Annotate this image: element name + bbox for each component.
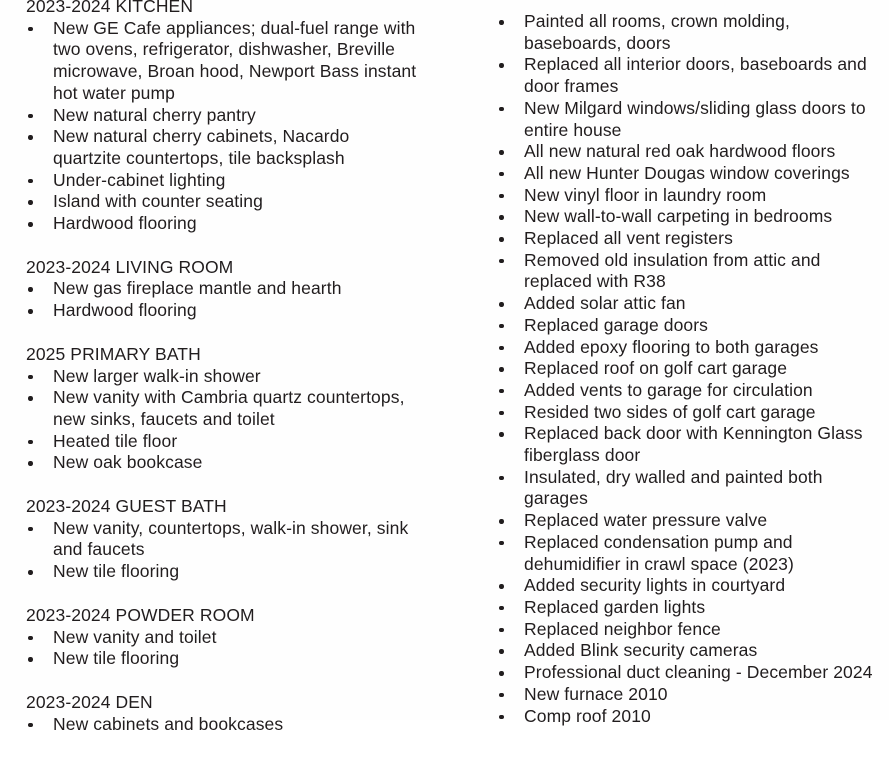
- list-item-text: New wall-to-wall carpeting in bedrooms: [524, 206, 833, 227]
- bullet-icon: [499, 346, 504, 351]
- bullet-icon: [499, 150, 504, 155]
- list-item-text: Replaced garden lights: [524, 596, 706, 617]
- list-item-text: Island with counter seating: [53, 191, 263, 212]
- list-item: [497, 293, 879, 315]
- bullet-icon: [499, 519, 504, 524]
- list-item: [26, 431, 422, 453]
- bullet-icon: [28, 461, 33, 466]
- bullet-icon: [28, 636, 33, 641]
- list-item: [26, 366, 422, 388]
- bullet-icon: [499, 237, 504, 242]
- bullet-icon: [499, 20, 504, 25]
- bullet-icon: [28, 396, 33, 401]
- bullet-icon: [499, 172, 504, 177]
- bullet-icon: [28, 27, 33, 32]
- list-item-text: New vanity, countertops, walk-in shower, sink and faucets: [53, 517, 409, 560]
- bullet-icon: [499, 606, 504, 611]
- list-item: [26, 213, 422, 235]
- bullet-icon: [499, 302, 504, 307]
- list-item: [26, 648, 422, 670]
- list-item-text: Replaced all vent registers: [524, 228, 733, 249]
- list-item-text: Added security lights in courtyard: [524, 575, 786, 596]
- bullet-icon: [499, 389, 504, 394]
- list-item-text: Hardwood flooring: [53, 300, 197, 321]
- bullet-icon: [499, 432, 504, 437]
- list-item-text: Resided two sides of golf cart garage: [524, 401, 816, 422]
- bullet-icon: [499, 541, 504, 546]
- bullet-icon: [28, 222, 33, 227]
- list-item-text: Insulated, dry walled and painted both garages: [524, 466, 823, 509]
- list-item-text: Added solar attic fan: [524, 293, 686, 314]
- section-heading: 2023-2024 GUEST BATH: [26, 496, 227, 517]
- list-item-text: New furnace 2010: [524, 683, 668, 704]
- list-item: [497, 228, 879, 250]
- list-item-text: Replaced all interior doors, baseboards and door frames: [524, 54, 867, 97]
- bullet-icon: [28, 135, 33, 140]
- list-item: [497, 380, 879, 402]
- list-item: [497, 619, 879, 641]
- list-item: [497, 163, 879, 185]
- bullet-icon: [499, 476, 504, 481]
- list-item-text: Removed old insulation from attic and replaced with R38: [524, 249, 821, 292]
- list-item-text: All new Hunter Dougas window coverings: [524, 162, 850, 183]
- list-item-text: Added epoxy flooring to both garages: [524, 336, 819, 357]
- list-item: [497, 11, 879, 54]
- bullet-icon: [28, 723, 33, 728]
- list-item-text: New tile flooring: [53, 561, 180, 582]
- list-item: [26, 126, 422, 169]
- bullet-icon: [28, 440, 33, 445]
- list-item-text: Comp roof 2010: [524, 705, 651, 726]
- list-item: [26, 714, 422, 736]
- document-section: [26, 0, 422, 235]
- bullet-icon: [499, 215, 504, 220]
- bullet-icon: [499, 63, 504, 68]
- document-section: [26, 344, 422, 474]
- list-item: [497, 467, 879, 510]
- bullet-icon: [499, 715, 504, 720]
- section-heading: 2023-2024 LIVING ROOM: [26, 256, 234, 277]
- list-item-text: Heated tile floor: [53, 430, 178, 451]
- list-item: [26, 387, 422, 430]
- bullet-icon: [28, 114, 33, 119]
- bullet-icon: [499, 367, 504, 372]
- list-item-text: New natural cherry pantry: [53, 104, 256, 125]
- list-item-text: New natural cherry cabinets, Nacardo quartzite countertops, tile backsplash: [53, 126, 350, 168]
- document-section: [26, 692, 422, 735]
- list-item-text: Added vents to garage for circulation: [524, 379, 813, 400]
- list-item: [26, 452, 422, 474]
- list-item-text: New gas fireplace mantle and hearth: [53, 278, 342, 299]
- list-item: [26, 518, 422, 561]
- bullet-icon: [499, 693, 504, 698]
- section-bullet-list: [26, 366, 422, 475]
- bullet-icon: [28, 309, 33, 314]
- document-section: [26, 257, 422, 322]
- bullet-icon: [28, 527, 33, 532]
- bullet-icon: [499, 411, 504, 416]
- list-item-text: New oak bookcase: [53, 452, 203, 473]
- list-item: [497, 706, 879, 728]
- section-heading: 2023-2024 POWDER ROOM: [26, 604, 255, 625]
- document-section: [26, 496, 422, 583]
- list-item-text: New vanity and toilet: [53, 626, 217, 647]
- list-item: [497, 98, 879, 141]
- section-heading: 2025 PRIMARY BATH: [26, 343, 201, 364]
- bullet-icon: [28, 570, 33, 575]
- list-item: [497, 575, 879, 597]
- document-section: [26, 605, 422, 670]
- list-item: [497, 185, 879, 207]
- section-bullet-list: [26, 627, 422, 670]
- section-heading: 2023-2024 DEN: [26, 691, 153, 712]
- list-item-text: New cabinets and bookcases: [53, 713, 284, 734]
- bullet-icon: [499, 107, 504, 112]
- bullet-icon: [499, 584, 504, 589]
- right-bullet-list: [497, 11, 879, 727]
- list-item-text: New vinyl floor in laundry room: [524, 184, 767, 205]
- section-bullet-list: [26, 518, 422, 583]
- left-column: [26, 0, 422, 757]
- section-bullet-list: [26, 714, 422, 736]
- list-item: [497, 532, 879, 575]
- section-heading: 2023-2024 KITCHEN: [26, 0, 194, 16]
- section-bullet-list: [26, 278, 422, 321]
- list-item: [497, 206, 879, 228]
- bullet-icon: [499, 671, 504, 676]
- list-item-text: New GE Cafe appliances; dual-fuel range with two ovens, refrigerator, dishwasher, Breville microwave, Broan hood, Newport Bass instant hot water pump: [53, 17, 417, 103]
- list-item: [26, 300, 422, 322]
- list-item-text: Replaced water pressure valve: [524, 510, 768, 531]
- list-item-text: Professional duct cleaning - December 2024: [524, 662, 873, 683]
- bullet-icon: [499, 324, 504, 329]
- list-item: [497, 510, 879, 532]
- bullet-icon: [28, 179, 33, 184]
- list-item-text: New tile flooring: [53, 648, 180, 669]
- list-item-text: Replaced condensation pump and dehumidifier in crawl space (2023): [524, 531, 794, 574]
- list-item: [497, 423, 879, 466]
- list-item: [497, 250, 879, 293]
- list-item: [497, 337, 879, 359]
- list-item-text: Replaced garage doors: [524, 314, 709, 335]
- list-item: [497, 597, 879, 619]
- list-item: [497, 315, 879, 337]
- list-item: [497, 54, 879, 97]
- list-item: [26, 627, 422, 649]
- list-item-text: Painted all rooms, crown molding, baseboards, doors: [524, 11, 790, 53]
- list-item: [497, 640, 879, 662]
- list-item: [497, 402, 879, 424]
- bullet-icon: [499, 649, 504, 654]
- list-item-text: New larger walk-in shower: [53, 365, 261, 386]
- right-column: [497, 11, 879, 727]
- list-item-text: Replaced neighbor fence: [524, 618, 721, 639]
- list-item: [26, 561, 422, 583]
- bullet-icon: [28, 287, 33, 292]
- list-item-text: New Milgard windows/sliding glass doors to entire house: [524, 97, 866, 140]
- list-item: [26, 105, 422, 127]
- list-item-text: Replaced roof on golf cart garage: [524, 358, 788, 379]
- list-item-text: Replaced back door with Kennington Glass fiberglass door: [524, 423, 863, 466]
- bullet-icon: [499, 194, 504, 199]
- list-item: [26, 191, 422, 213]
- bullet-icon: [499, 259, 504, 264]
- bullet-icon: [28, 375, 33, 380]
- list-item: [497, 141, 879, 163]
- list-item: [26, 278, 422, 300]
- list-item-text: Under-cabinet lighting: [53, 169, 226, 190]
- list-item-text: All new natural red oak hardwood floors: [524, 141, 836, 162]
- list-item-text: Added Blink security cameras: [524, 640, 758, 661]
- list-item-text: New vanity with Cambria quartz countertops, new sinks, faucets and toilet: [53, 387, 405, 429]
- section-bullet-list: [26, 18, 422, 235]
- bullet-icon: [499, 628, 504, 633]
- list-item: [26, 18, 422, 105]
- bullet-icon: [28, 200, 33, 205]
- list-item-text: Hardwood flooring: [53, 213, 197, 234]
- list-item: [26, 170, 422, 192]
- list-item: [497, 358, 879, 380]
- list-item: [497, 684, 879, 706]
- list-item: [497, 662, 879, 684]
- bullet-icon: [28, 657, 33, 662]
